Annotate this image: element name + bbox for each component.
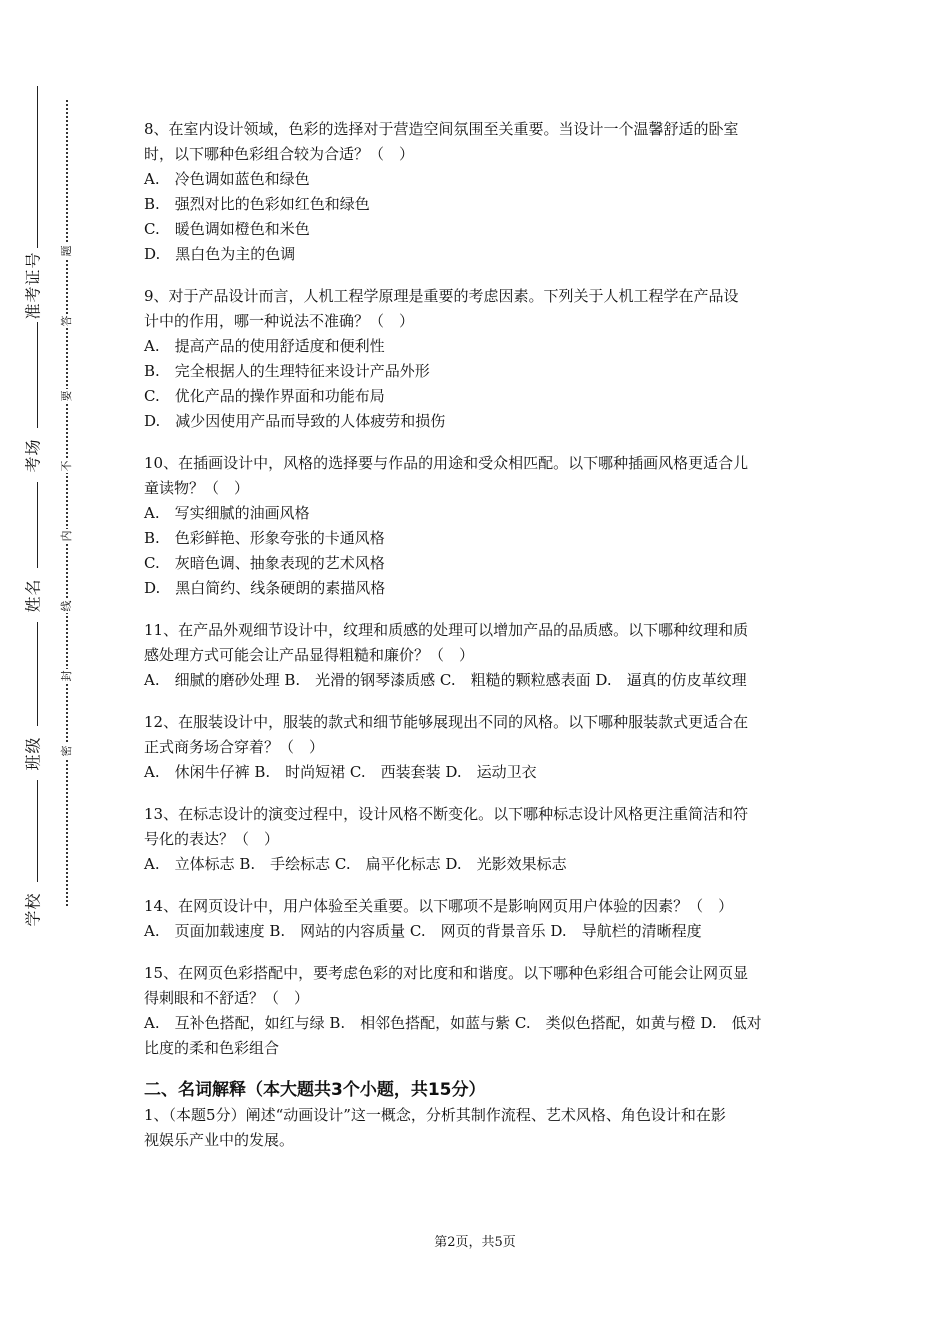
term-question-1: 视娱乐产业中的发展。 bbox=[144, 1131, 295, 1149]
question-14 bbox=[144, 894, 808, 944]
name-line bbox=[37, 622, 38, 726]
question-11 bbox=[144, 618, 808, 693]
option-d: D. 黑白色为主的色调 bbox=[144, 245, 296, 263]
question-stem: 时，以下哪种色彩组合较为合适？（ ） bbox=[144, 145, 415, 163]
question-stem: 8、在室内设计领域，色彩的选择对于营造空间氛围至关重要。当设计一个温馨舒适的卧室 bbox=[144, 120, 739, 138]
options-inline: A. 互补色搭配，如红与绿 B. 相邻色搭配，如蓝与紫 C. 类似色搭配，如黄与橙 D. 低对 bbox=[144, 1014, 762, 1032]
option-a: A. 冷色调如蓝色和绿色 bbox=[144, 170, 310, 188]
option-c: C. 优化产品的操作界面和功能布局 bbox=[144, 387, 385, 405]
exam-number-line bbox=[37, 322, 38, 428]
options-inline: 比度的柔和色彩组合 bbox=[144, 1039, 280, 1057]
seal-dotted-line bbox=[66, 100, 68, 906]
seal-char: 答 bbox=[60, 315, 73, 327]
seal-char: 线 bbox=[60, 600, 73, 612]
question-12 bbox=[144, 710, 808, 785]
question-stem: 12、在服装设计中，服装的款式和细节能够展现出不同的风格。以下哪种服装款式更适合在 bbox=[144, 713, 749, 731]
option-b: B. 色彩鲜艳、形象夸张的卡通风格 bbox=[144, 529, 385, 547]
question-stem: 13、在标志设计的演变过程中，设计风格不断变化。以下哪种标志设计风格更注重简洁和符 bbox=[144, 805, 749, 823]
seal-char: 封 bbox=[60, 670, 73, 682]
question-stem: 得刺眼和不舒适？（ ） bbox=[144, 989, 310, 1007]
name-label: 姓名 bbox=[23, 577, 43, 613]
question-stem: 号化的表达？（ ） bbox=[144, 830, 280, 848]
option-b: B. 完全根据人的生理特征来设计产品外形 bbox=[144, 362, 430, 380]
option-d: D. 黑白简约、线条硬朗的素描风格 bbox=[144, 579, 386, 597]
option-b: B. 强烈对比的色彩如红色和绿色 bbox=[144, 195, 370, 213]
options-inline: A. 细腻的磨砂处理 B. 光滑的钢琴漆质感 C. 粗糙的颗粒感表面 D. 逼真的仿皮革纹理 bbox=[144, 671, 747, 689]
question-15 bbox=[144, 961, 808, 1061]
seal-char: 内 bbox=[60, 530, 73, 542]
question-stem: 11、在产品外观细节设计中，纹理和质感的处理可以增加产品的品质感。以下哪种纹理和质 bbox=[144, 621, 749, 639]
seal-char: 密 bbox=[60, 745, 73, 757]
exam-number-label: 准考证号 bbox=[23, 250, 43, 320]
question-stem: 9、对于产品设计而言，人机工程学原理是重要的考虑因素。下列关于人机工程学在产品设 bbox=[144, 287, 739, 305]
options-inline: A. 休闲牛仔裤 B. 时尚短裙 C. 西装套装 D. 运动卫衣 bbox=[144, 763, 537, 781]
option-a: A. 写实细腻的油画风格 bbox=[144, 504, 310, 522]
options-inline: A. 立体标志 B. 手绘标志 C. 扁平化标志 D. 光影效果标志 bbox=[144, 855, 567, 873]
question-13 bbox=[144, 802, 808, 877]
section-title: 二、名词解释（本大题共3个小题，共15分） bbox=[144, 1080, 486, 1100]
school-label: 学校 bbox=[23, 891, 43, 927]
option-c: C. 暖色调如橙色和米色 bbox=[144, 220, 310, 238]
class-label: 班级 bbox=[23, 735, 43, 771]
question-stem: 正式商务场合穿着？（ ） bbox=[144, 738, 325, 756]
question-8 bbox=[144, 117, 808, 267]
exam-room-label: 考场 bbox=[23, 437, 43, 473]
question-10 bbox=[144, 451, 808, 601]
question-stem: 15、在网页色彩搭配中，要考虑色彩的对比度和和谐度。以下哪种色彩组合可能会让网页显 bbox=[144, 964, 749, 982]
seal-char: 题 bbox=[60, 245, 73, 257]
option-a: A. 提高产品的使用舒适度和便利性 bbox=[144, 337, 385, 355]
page-number: 第2页，共5页 bbox=[434, 1235, 516, 1250]
exam-room-line bbox=[37, 482, 38, 568]
exam-content bbox=[144, 117, 808, 1153]
term-question-1: 1、（本题5分）阐述“动画设计”这一概念，分析其制作流程、艺术风格、角色设计和在影 bbox=[144, 1106, 726, 1124]
question-stem: 感处理方式可能会让产品显得粗糙和廉价？（ ） bbox=[144, 646, 475, 664]
options-inline: A. 页面加载速度 B. 网站的内容质量 C. 网页的背景音乐 D. 导航栏的清晰程度 bbox=[144, 922, 702, 940]
class-line bbox=[37, 780, 38, 882]
question-stem: 计中的作用，哪一种说法不准确？（ ） bbox=[144, 312, 415, 330]
question-stem: 14、在网页设计中，用户体验至关重要。以下哪项不是影响网页用户体验的因素？（ ） bbox=[144, 897, 734, 915]
question-9 bbox=[144, 284, 808, 434]
question-stem: 童读物？（ ） bbox=[144, 479, 250, 497]
question-stem: 10、在插画设计中，风格的选择要与作品的用途和受众相匹配。以下哪种插画风格更适合儿 bbox=[144, 454, 749, 472]
binding-line-top bbox=[37, 86, 38, 248]
option-c: C. 灰暗色调、抽象表现的艺术风格 bbox=[144, 554, 385, 572]
seal-char: 要 bbox=[60, 390, 73, 402]
option-d: D. 减少因使用产品而导致的人体疲劳和损伤 bbox=[144, 412, 446, 430]
seal-char: 不 bbox=[60, 460, 73, 472]
